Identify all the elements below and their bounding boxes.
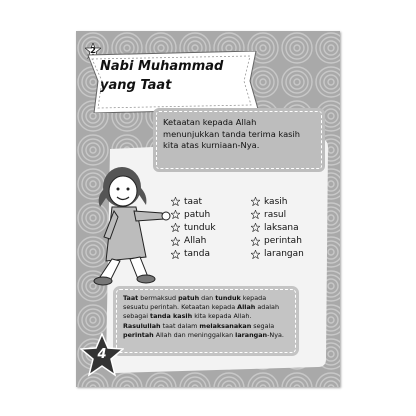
word-item: [251, 195, 304, 208]
star-icon: [251, 250, 260, 259]
word-text: taat: [184, 196, 203, 207]
summary-box: [116, 289, 296, 353]
star-icon: [251, 237, 260, 246]
top-badge-number: 2: [90, 46, 96, 55]
word-item: [251, 235, 304, 248]
star-icon: [171, 223, 180, 232]
star-icon: [251, 210, 260, 219]
summary-text: -Nya.: [267, 330, 284, 339]
word-item: [171, 235, 216, 248]
summary-text: bermaksud: [138, 294, 179, 302]
summary-bold: larangan: [235, 330, 268, 339]
summary-bold: Rasulullah: [123, 321, 161, 330]
summary-text: adalah sebagai: [123, 303, 280, 321]
page-number: 4: [97, 347, 107, 362]
word-item: [251, 248, 304, 261]
summary-text: Allah dan meninggalkan: [153, 330, 236, 339]
word-item: [171, 221, 216, 234]
summary-text: kepada sesuatu perintah. Ketaatan kepada: [123, 294, 267, 312]
word-item: [171, 208, 216, 221]
child-illustration: [90, 157, 182, 291]
summary-text: segala: [251, 321, 275, 330]
summary-text: dan: [199, 294, 216, 302]
summary-bold: Taat: [123, 294, 139, 302]
star-icon: [171, 237, 180, 246]
star-icon: [251, 197, 260, 206]
word-text: rasul: [264, 209, 287, 220]
title-line-2: yang Taat: [100, 78, 172, 93]
word-text: perintah: [264, 236, 302, 247]
star-icon: [171, 210, 180, 219]
summary-text: kita kepada Allah.: [192, 312, 252, 321]
word-text: kasih: [264, 196, 288, 207]
summary-text: taat dalam: [160, 321, 200, 330]
star-icon: [171, 197, 180, 206]
summary-bold: tanda kasih: [150, 312, 193, 321]
title-line-1: Nabi Muhammad: [100, 59, 224, 74]
word-text: tanda: [184, 249, 210, 260]
word-list-left: [171, 195, 216, 261]
summary-bold: tunduk: [215, 294, 241, 302]
summary-bold: melaksanakan: [199, 321, 252, 330]
word-item: [171, 248, 216, 261]
page-title: [100, 57, 260, 95]
word-text: Allah: [184, 236, 207, 247]
word-list-right: [251, 195, 304, 261]
star-icon: [171, 250, 180, 259]
summary-bold: patuh: [178, 294, 200, 302]
intro-box: Ketaatan kepada Allah menunjukkan tanda terima kasih kita atas kurniaan-Nya.: [156, 111, 322, 169]
summary-bold: perintah: [123, 330, 154, 339]
summary-bold: Allah: [237, 303, 256, 312]
word-item: [251, 221, 304, 234]
word-text: patuh: [184, 209, 211, 220]
word-item: [171, 195, 216, 208]
word-text: tunduk: [184, 222, 216, 233]
word-item: [251, 208, 304, 221]
word-text: laksana: [264, 222, 299, 233]
star-icon: [251, 223, 260, 232]
word-text: larangan: [264, 249, 304, 260]
workbook-page: [76, 31, 340, 387]
